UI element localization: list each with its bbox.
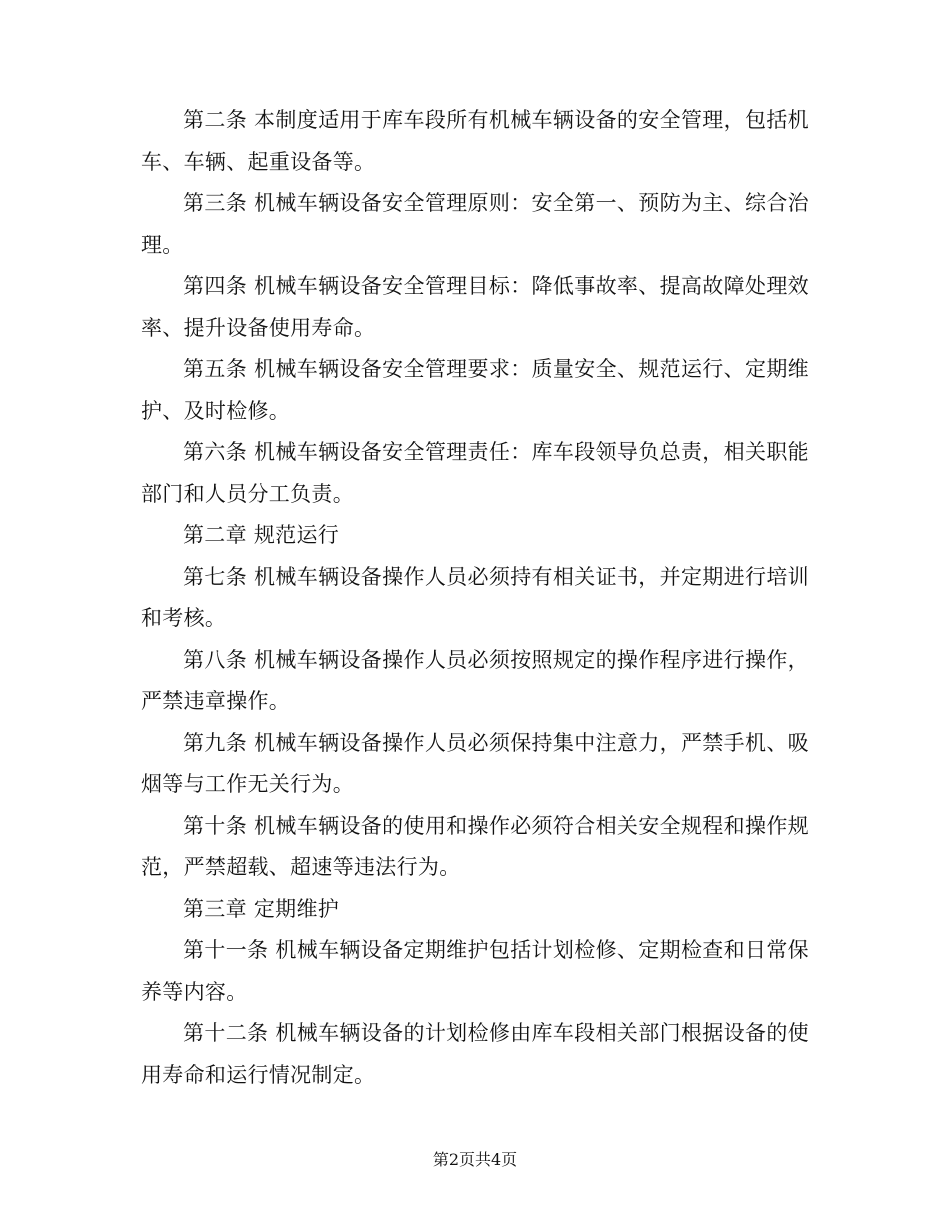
article-paragraph: 第十一条 机械车辆设备定期维护包括计划检修、定期检查和日常保养等内容。 xyxy=(141,938,809,1004)
article-paragraph: 第三条 机械车辆设备安全管理原则：安全第一、预防为主、综合治理。 xyxy=(141,191,809,257)
document-body xyxy=(141,100,809,1096)
article-paragraph: 第十条 机械车辆设备的使用和操作必须符合相关安全规程和操作规范，严禁超载、超速等违法行为。 xyxy=(141,813,809,879)
article-paragraph: 第十二条 机械车辆设备的计划检修由库车段相关部门根据设备的使用寿命和运行情况制定。 xyxy=(141,1021,809,1087)
chapter-heading: 第二章 规范运行 xyxy=(183,523,340,547)
article-paragraph: 第二条 本制度适用于库车段所有机械车辆设备的安全管理，包括机车、车辆、起重设备等。 xyxy=(141,108,809,174)
article-paragraph: 第七条 机械车辆设备操作人员必须持有相关证书，并定期进行培训和考核。 xyxy=(141,564,809,630)
chapter-heading: 第三章 定期维护 xyxy=(183,896,340,921)
article-paragraph: 第八条 机械车辆设备操作人员必须按照规定的操作程序进行操作，严禁违章操作。 xyxy=(141,647,809,713)
page-number-footer: 第2页共4页 xyxy=(432,1150,518,1169)
article-paragraph: 第九条 机械车辆设备操作人员必须保持集中注意力，严禁手机、吸烟等与工作无关行为。 xyxy=(141,730,809,796)
article-paragraph: 第五条 机械车辆设备安全管理要求：质量安全、规范运行、定期维护、及时检修。 xyxy=(141,357,809,423)
article-paragraph: 第四条 机械车辆设备安全管理目标：降低事故率、提高故障处理效率、提升设备使用寿命。 xyxy=(141,274,809,340)
article-paragraph: 第六条 机械车辆设备安全管理责任：库车段领导负总责，相关职能部门和人员分工负责。 xyxy=(141,440,809,506)
